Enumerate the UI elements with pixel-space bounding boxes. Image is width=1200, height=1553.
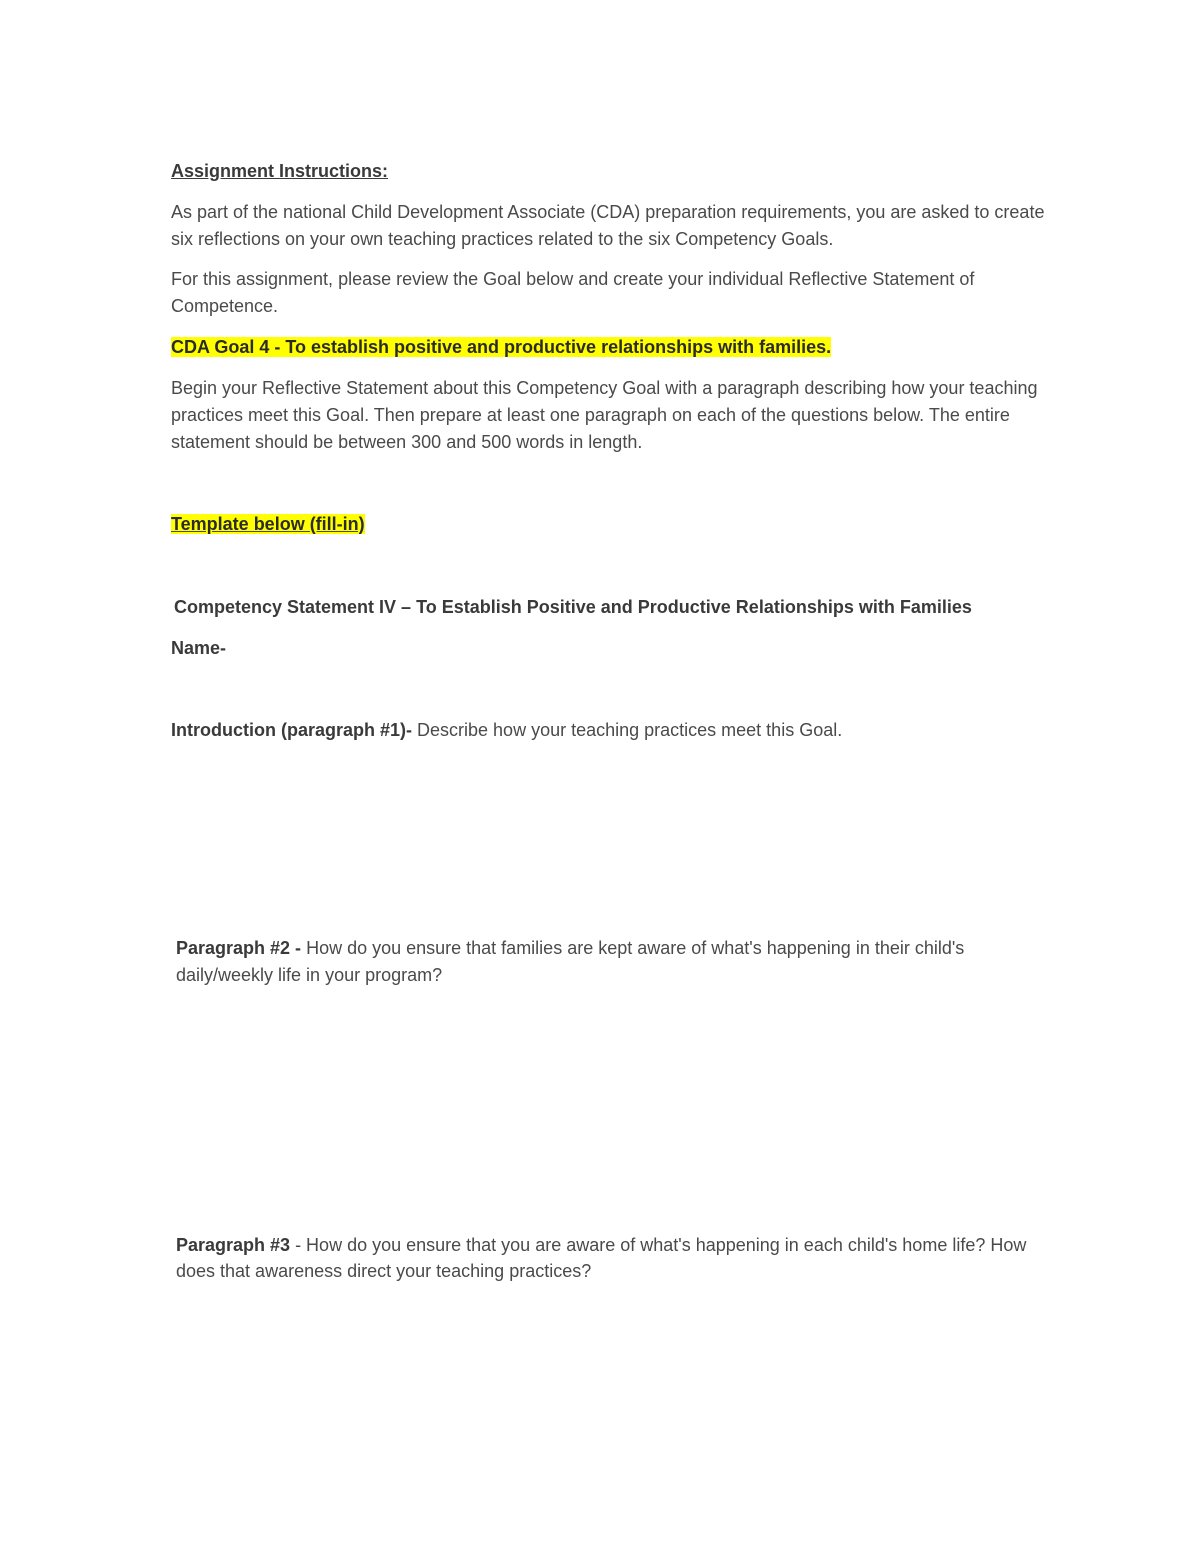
paragraph-2-label: Paragraph #2 -	[176, 938, 302, 958]
cda-goal-statement	[171, 334, 1051, 361]
instructions-paragraph-2: For this assignment, please review the Goal below and create your individual Reflective Statement of Competence.	[171, 269, 975, 316]
paragraph-3-prompt	[176, 1232, 1066, 1284]
cda-goal-highlight: CDA Goal 4 - To establish positive and productive relationships with families.	[171, 337, 832, 357]
paragraph-2-prompt	[176, 935, 1056, 989]
instructions-paragraph-3: Begin your Reflective Statement about this Competency Goal with a paragraph describing how your teaching practices meet this Goal. Then prepare at least one paragraph on each of the questions below. The entire statement should be between 300 and 500 words in length.	[171, 378, 1038, 452]
template-label	[171, 511, 571, 538]
introduction-label: Introduction (paragraph #1)-	[171, 720, 413, 740]
paragraph-2-question: How do you ensure that families are kept aware of what's happening in their child's daily/weekly life in your program?	[176, 938, 965, 985]
introduction-paragraph-prompt	[171, 717, 1051, 744]
template-label-highlight: Template below (fill-in)	[171, 514, 365, 534]
paragraph-3-label: Paragraph #3	[176, 1235, 291, 1255]
introduction-prompt: Describe how your teaching practices meet this Goal.	[412, 720, 843, 740]
instructions-paragraph-1: As part of the national Child Development Associate (CDA) preparation requirements, you are asked to create six reflections on your own teaching practices related to the six Competency Goals.	[171, 202, 1045, 249]
name-label: Name-	[171, 638, 227, 658]
paragraph-3-question: - How do you ensure that you are aware of what's happening in each child's home life? How does that awareness direct your teaching practices?	[176, 1235, 1027, 1281]
assignment-instructions-heading: Assignment Instructions:	[171, 161, 389, 181]
competency-statement-title: Competency Statement IV – To Establish Positive and Productive Relationships with Families	[174, 597, 972, 617]
